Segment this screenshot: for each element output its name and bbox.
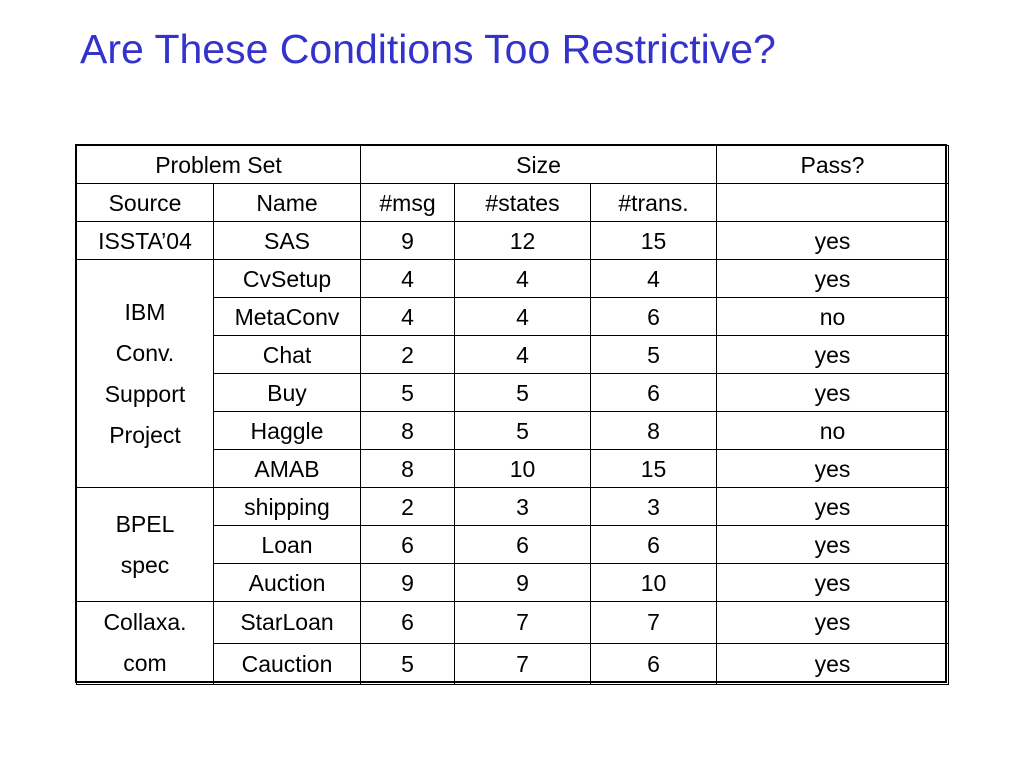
- table-row: [77, 488, 949, 526]
- name-cell: MetaConv: [214, 298, 361, 336]
- table-row: [77, 260, 949, 298]
- pass-cell: yes: [717, 488, 949, 526]
- trans-cell: 3: [591, 488, 717, 526]
- source-line: ISSTA’04: [98, 227, 192, 254]
- name-cell: shipping: [214, 488, 361, 526]
- header-problem-set: Problem Set: [77, 146, 361, 184]
- header-states: #states: [455, 184, 591, 222]
- trans-cell: 6: [591, 374, 717, 412]
- source-line: Conv.: [115, 339, 175, 366]
- source-line: BPEL: [115, 510, 175, 537]
- source-line: spec: [120, 551, 170, 578]
- name-cell: Cauction: [214, 643, 361, 685]
- name-cell: Buy: [214, 374, 361, 412]
- name-cell: StarLoan: [214, 602, 361, 644]
- name-cell: SAS: [214, 222, 361, 260]
- msg-cell: 2: [361, 488, 455, 526]
- header-row-top: [77, 146, 949, 184]
- msg-cell: 9: [361, 564, 455, 602]
- msg-cell: 5: [361, 374, 455, 412]
- trans-cell: 4: [591, 260, 717, 298]
- pass-cell: no: [717, 412, 949, 450]
- name-cell: Loan: [214, 526, 361, 564]
- pass-cell: yes: [717, 564, 949, 602]
- trans-cell: 6: [591, 643, 717, 685]
- msg-cell: 4: [361, 298, 455, 336]
- table-row: [77, 222, 949, 260]
- header-pass: Pass?: [717, 146, 949, 184]
- source-cell: [77, 488, 214, 602]
- pass-cell: yes: [717, 374, 949, 412]
- trans-cell: 15: [591, 450, 717, 488]
- source-cell: [77, 602, 214, 685]
- header-trans: #trans.: [591, 184, 717, 222]
- header-size: Size: [361, 146, 717, 184]
- states-cell: 7: [455, 643, 591, 685]
- header-name: Name: [214, 184, 361, 222]
- source-cell: [77, 222, 214, 260]
- results-table: [76, 145, 949, 685]
- pass-cell: yes: [717, 450, 949, 488]
- pass-cell: yes: [717, 260, 949, 298]
- pass-cell: yes: [717, 336, 949, 374]
- name-cell: Auction: [214, 564, 361, 602]
- pass-cell: yes: [717, 526, 949, 564]
- trans-cell: 10: [591, 564, 717, 602]
- states-cell: 3: [455, 488, 591, 526]
- source-line: Support: [104, 380, 186, 407]
- msg-cell: 4: [361, 260, 455, 298]
- trans-cell: 6: [591, 298, 717, 336]
- states-cell: 4: [455, 260, 591, 298]
- name-cell: Chat: [214, 336, 361, 374]
- msg-cell: 9: [361, 222, 455, 260]
- name-cell: AMAB: [214, 450, 361, 488]
- header-pass-blank: [717, 184, 949, 222]
- source-cell: [77, 260, 214, 488]
- header-msg: #msg: [361, 184, 455, 222]
- source-line: Collaxa.: [103, 609, 187, 635]
- source-line: Project: [109, 421, 181, 448]
- states-cell: 5: [455, 374, 591, 412]
- states-cell: 4: [455, 336, 591, 374]
- trans-cell: 6: [591, 526, 717, 564]
- header-row-sub: [77, 184, 949, 222]
- msg-cell: 5: [361, 643, 455, 685]
- states-cell: 4: [455, 298, 591, 336]
- trans-cell: 15: [591, 222, 717, 260]
- pass-cell: yes: [717, 602, 949, 644]
- msg-cell: 6: [361, 602, 455, 644]
- states-cell: 7: [455, 602, 591, 644]
- pass-cell: no: [717, 298, 949, 336]
- states-cell: 12: [455, 222, 591, 260]
- slide-title: Are These Conditions Too Restrictive?: [80, 26, 776, 72]
- pass-cell: yes: [717, 222, 949, 260]
- msg-cell: 2: [361, 336, 455, 374]
- header-source: Source: [77, 184, 214, 222]
- trans-cell: 8: [591, 412, 717, 450]
- name-cell: Haggle: [214, 412, 361, 450]
- name-cell: CvSetup: [214, 260, 361, 298]
- msg-cell: 8: [361, 412, 455, 450]
- table-row: [77, 602, 949, 644]
- states-cell: 10: [455, 450, 591, 488]
- states-cell: 9: [455, 564, 591, 602]
- msg-cell: 8: [361, 450, 455, 488]
- trans-cell: 7: [591, 602, 717, 644]
- source-line: IBM: [124, 298, 166, 325]
- table-body: [77, 146, 949, 685]
- trans-cell: 5: [591, 336, 717, 374]
- pass-cell: yes: [717, 643, 949, 685]
- states-cell: 6: [455, 526, 591, 564]
- source-line: com: [123, 650, 167, 676]
- msg-cell: 6: [361, 526, 455, 564]
- states-cell: 5: [455, 412, 591, 450]
